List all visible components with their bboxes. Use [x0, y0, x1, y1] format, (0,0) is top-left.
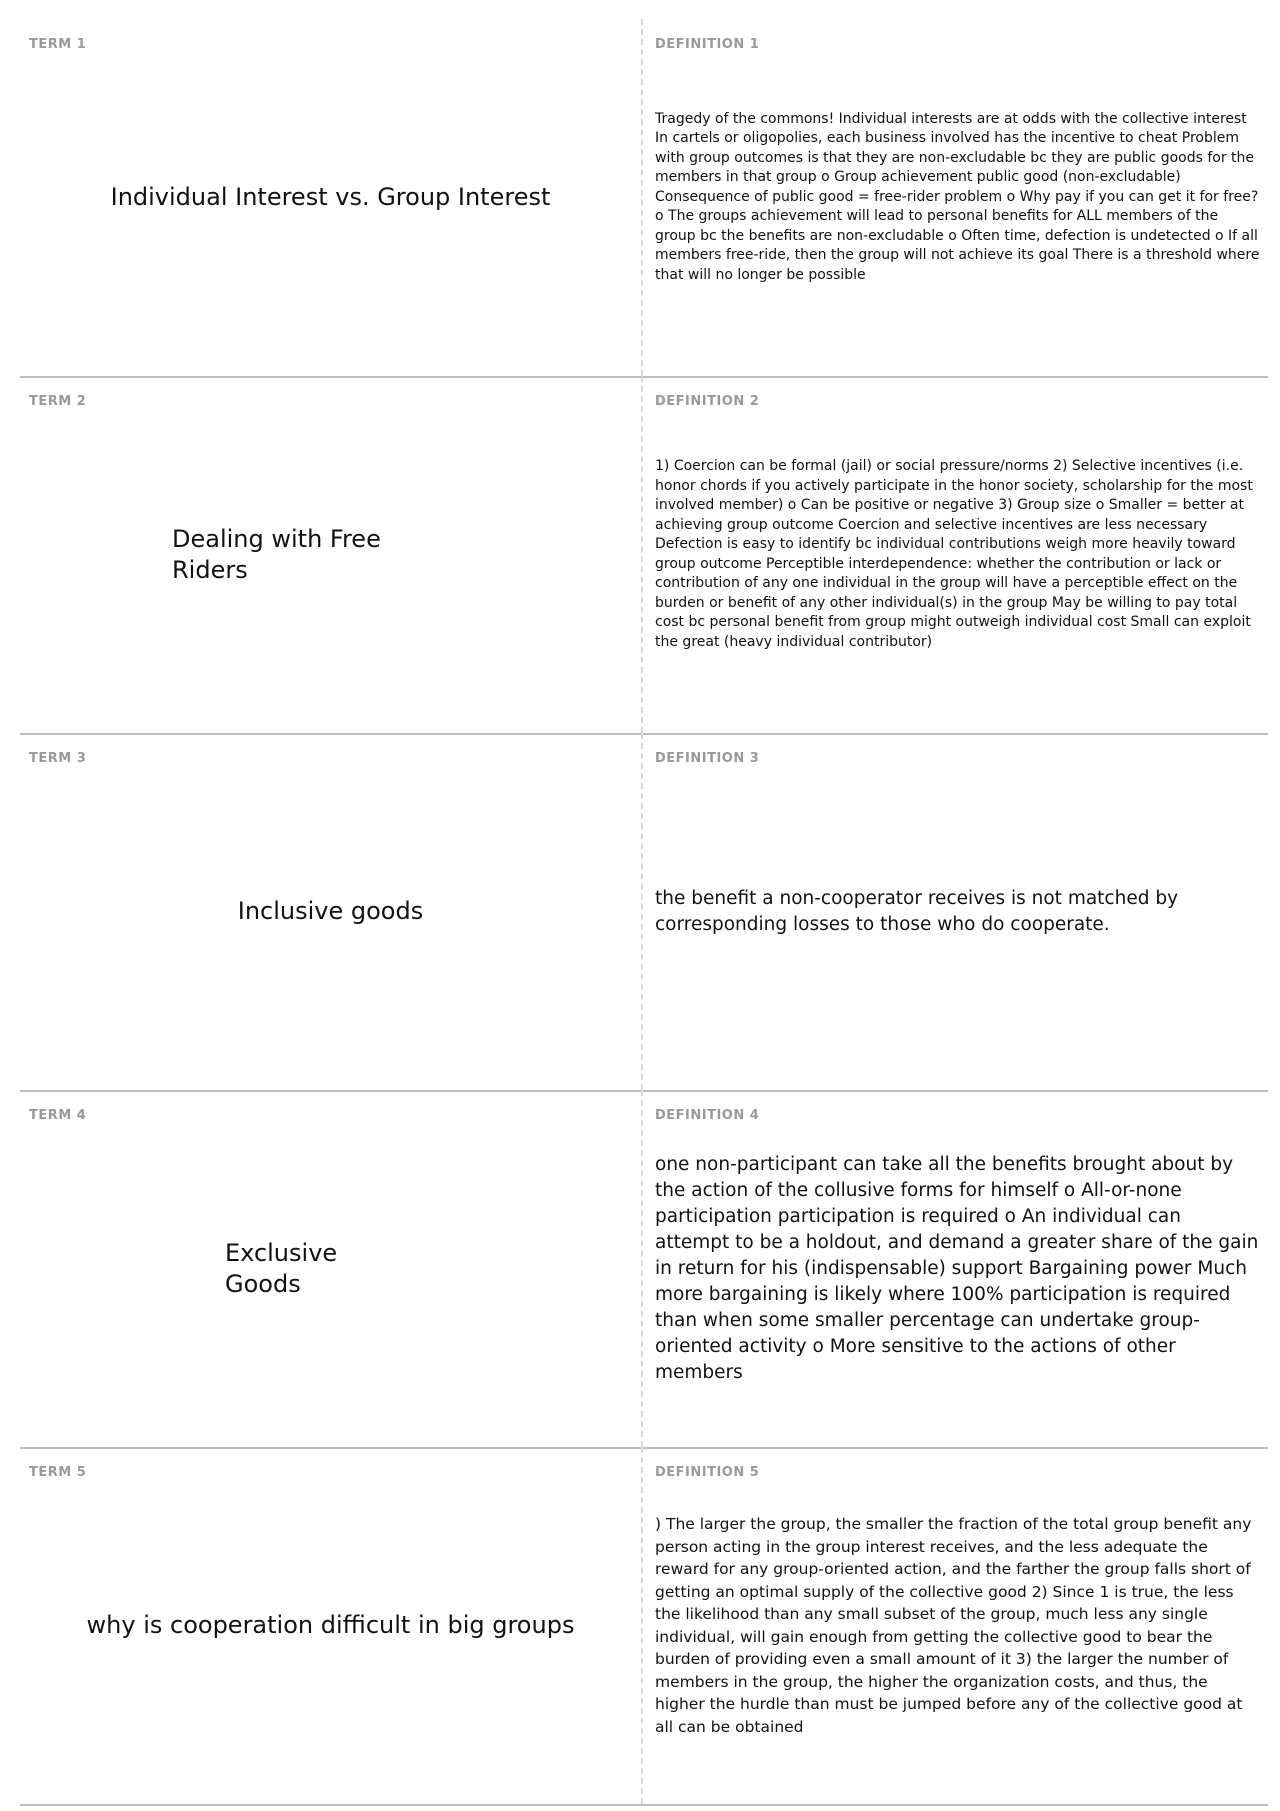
term-text: Individual Interest vs. Group Interest: [110, 183, 551, 211]
card-row-4: [20, 1090, 1268, 1449]
term-cell: [20, 1090, 643, 1447]
definition-label: DEFINITION 1: [655, 37, 760, 52]
term-label: TERM 1: [29, 37, 87, 52]
card-row-5: [20, 1447, 1268, 1806]
definition-text: Tragedy of the commons! Individual interests are at odds with the collective interest In cartels or oligopolies, each business involved has the incentive to cheat Problem with group outcomes is that they are non-excludable bc they are public goods for the members in that group o Group achievement public good (non-excludable) Consequence of public good = free-rider problem o Why pay if you can get it for free? o The groups achievement will lead to personal benefits for ALL members of the group bc the benefits are non-excludable o Often time, defection is undetected o If all members free-ride, then the group will not achieve its goal There is a threshold where that will no longer be possible: [655, 110, 1260, 283]
definition-text: one non-participant can take all the benefits brought about by the action of the collusive forms for himself o All-or-none participation participation is required o An individual can attempt to be a holdout, and demand a greater share of the gain in return for his (indispensable) support Bargaining power Much more bargaining is likely where 100% participation is required than when some smaller percentage can undertake group-oriented activity o More sensitive to the actions of other members: [655, 1153, 1259, 1383]
card-row-3: [20, 733, 1268, 1092]
term-label: TERM 4: [29, 1108, 87, 1123]
card-row-2: [20, 376, 1268, 735]
definition-text: 1) Coercion can be formal (jail) or social pressure/norms 2) Selective incentives (i.e. honor chords if you actively participate in the honor society, scholarship for the most involved member) o Can be positive or negative 3) Group size o Smaller = better at achieving group outcome Coercion and selective incentives are less necessary Defection is easy to identify bc individual contributions weigh more heavily toward group outcome Perceptible interdependence: whether the contribution or lack or contribution of any one individual in the group will have a perceptible effect on the burden or benefit of any other individual(s) in the group May be willing to pay total cost bc personal benefit from group might outweigh individual cost Small can exploit the great (heavy individual contributor): [655, 458, 1253, 650]
definition-text: ) The larger the group, the smaller the fraction of the total group benefit any person acting in the group interest receives, and the less adequate the reward for any group-oriented action, and the farther the group falls short of getting an optimal supply of the collective good 2) Since 1 is true, the less the likelihood than any small subset of the group, much less any single individual, will gain enough from getting the collective good to bear the burden of providing even a small amount of it 3) the larger the number of members in the group, the higher the organization costs, and thus, the higher the hurdle than must be jumped before any of the collective good at all can be obtained: [655, 1515, 1252, 1736]
definition-cell: [643, 733, 1268, 1090]
definition-label: DEFINITION 2: [655, 394, 760, 409]
definition-label: DEFINITION 5: [655, 1465, 760, 1480]
term-cell: [20, 1447, 643, 1804]
definition-text: the benefit a non-cooperator receives is not matched by corresponding losses to those who do cooperate.: [655, 887, 1179, 935]
definition-cell: [643, 19, 1268, 376]
definition-cell: [643, 1090, 1268, 1447]
definition-label: DEFINITION 4: [655, 1108, 760, 1123]
definition-label: DEFINITION 3: [655, 751, 760, 766]
term-cell: [20, 376, 643, 733]
term-label: TERM 3: [29, 751, 87, 766]
definition-cell: [643, 376, 1268, 733]
definition-cell: [643, 1447, 1268, 1804]
card-row-1: [20, 19, 1268, 378]
term-text: Inclusive goods: [237, 897, 424, 925]
term-cell: [20, 733, 643, 1090]
term-cell: [20, 19, 643, 376]
term-text: Dealing with Free Riders: [172, 524, 381, 584]
term-text: Exclusive Goods: [225, 1238, 338, 1298]
term-label: TERM 2: [29, 394, 87, 409]
term-label: TERM 5: [29, 1465, 87, 1480]
term-text: why is cooperation difficult in big groups: [86, 1611, 575, 1639]
